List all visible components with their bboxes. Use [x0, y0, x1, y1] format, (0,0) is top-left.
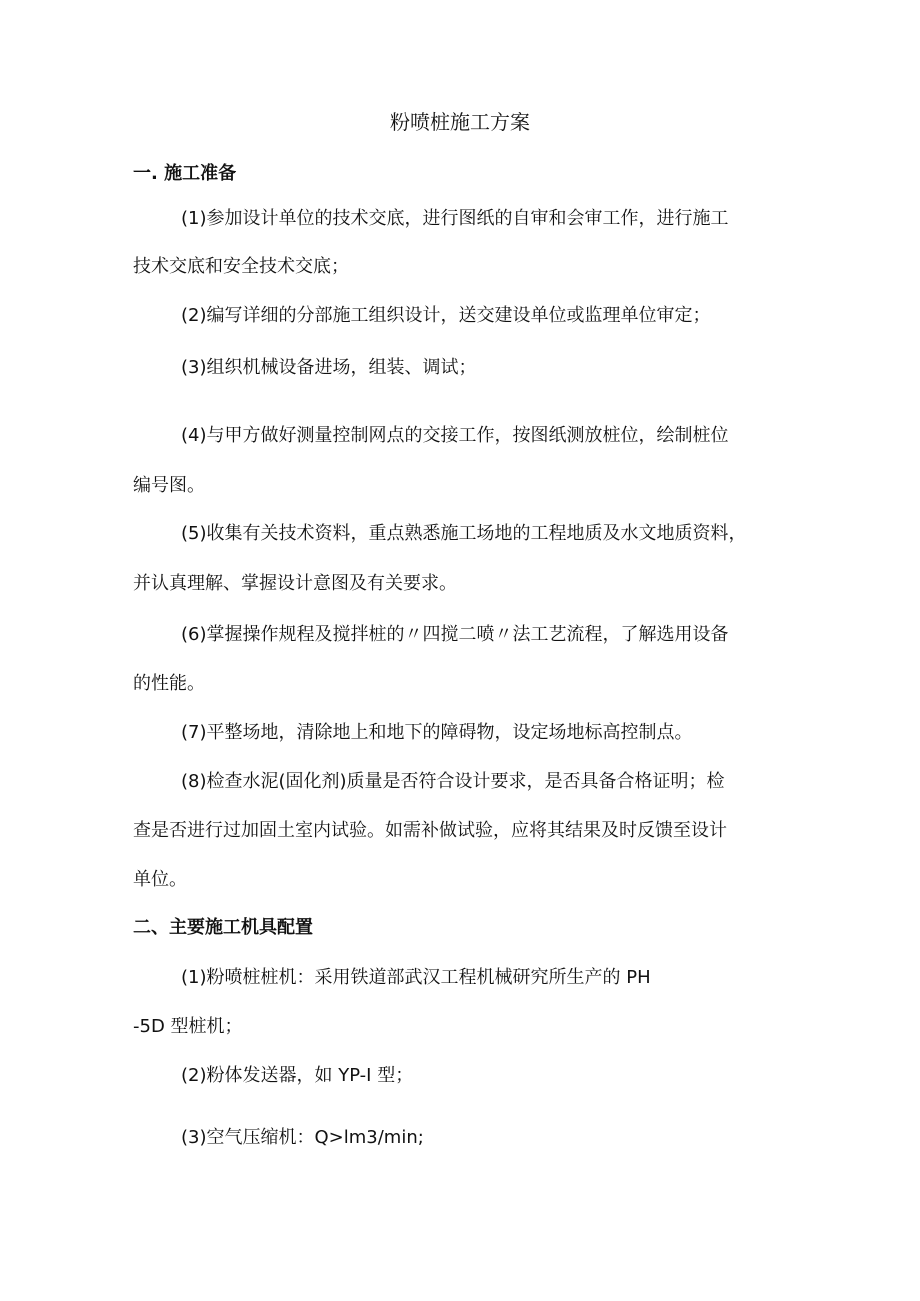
- section-heading-equipment: 二、主要施工机具配置: [133, 917, 313, 938]
- paragraph-item-6-line-2: 的性能。: [133, 673, 205, 694]
- paragraph-item-7: (7)平整场地，清除地上和地下的障碍物，设定场地标高控制点。: [181, 722, 693, 743]
- paragraph-item-5-line-1: (5)收集有关技术资料，重点熟悉施工场地的工程地质及水文地质资料，: [181, 523, 747, 544]
- paragraph-item-4-line-1: (4)与甲方做好测量控制网点的交接工作，按图纸测放桩位，绘制桩位: [181, 425, 729, 446]
- equipment-item-2: (2)粉体发送器，如 YP-I 型；: [181, 1065, 414, 1086]
- paragraph-item-3: (3)组织机械设备进场，组装、调试；: [181, 357, 477, 378]
- document-title: 粉喷桩施工方案: [390, 110, 530, 134]
- paragraph-item-8-line-1: (8)检查水泥(固化剂)质量是否符合设计要求，是否具备合格证明；检: [181, 771, 725, 792]
- paragraph-item-8-line-3: 单位。: [133, 869, 187, 890]
- paragraph-item-1-line-2: 技术交底和安全技术交底；: [133, 256, 349, 277]
- equipment-item-1-line-2: -5D 型桩机；: [133, 1016, 243, 1037]
- paragraph-item-5-line-2: 并认真理解、掌握设计意图及有关要求。: [133, 573, 457, 594]
- paragraph-item-1-line-1: (1)参加设计单位的技术交底，进行图纸的自审和会审工作，进行施工: [181, 208, 729, 229]
- paragraph-item-2: (2)编写详细的分部施工组织设计，送交建设单位或监理单位审定；: [181, 305, 711, 326]
- paragraph-item-6-line-1: (6)掌握操作规程及搅拌桩的〃四搅二喷〃法工艺流程，了解选用设备: [181, 624, 729, 645]
- paragraph-item-4-line-2: 编号图。: [133, 475, 205, 496]
- equipment-item-1-line-1: (1)粉喷桩桩机：采用铁道部武汉工程机械研究所生产的 PH: [181, 967, 651, 988]
- paragraph-item-8-line-2: 查是否进行过加固土室内试验。如需补做试验，应将其结果及时反馈至设计: [133, 820, 727, 841]
- section-heading-preparation: 一. 施工准备: [133, 163, 237, 184]
- equipment-item-3: (3)空气压缩机：Q>lm3/min;: [181, 1127, 424, 1148]
